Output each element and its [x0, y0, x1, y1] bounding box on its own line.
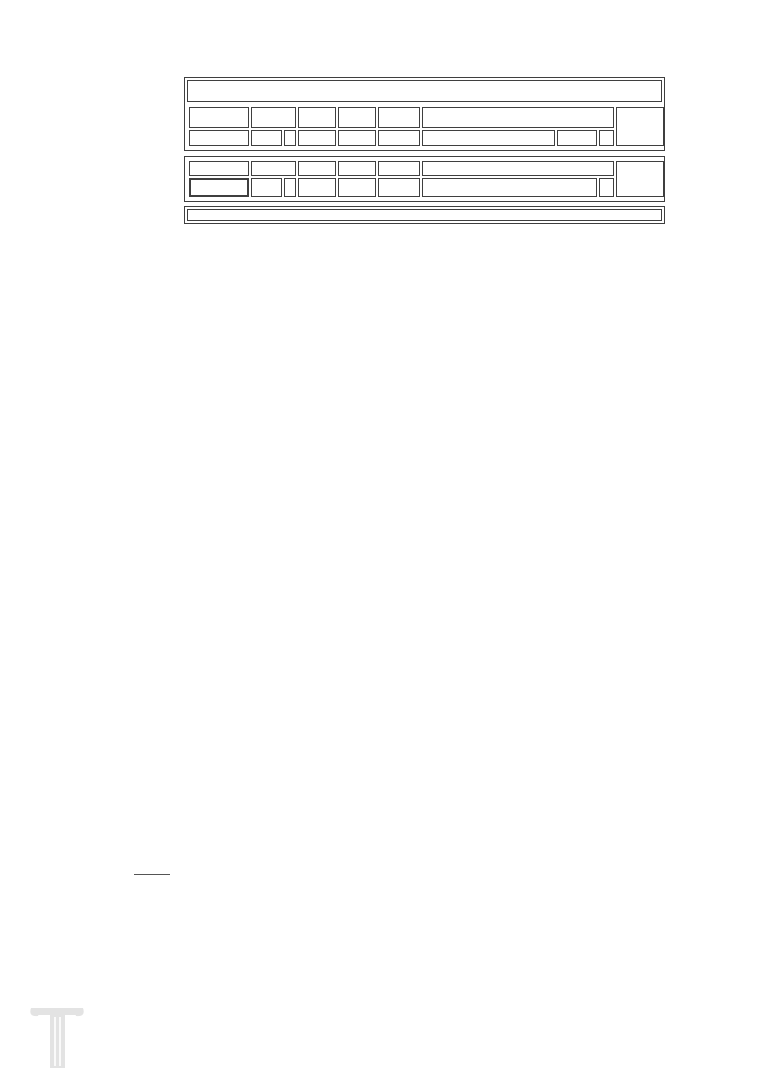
summary-store-area: [251, 178, 282, 197]
header-parking-clear: [338, 107, 376, 128]
summary-res-unit: [599, 178, 614, 197]
sub-stair-area: [378, 130, 420, 146]
summary-value-row: [189, 178, 664, 197]
notes: [187, 209, 662, 221]
header-stairs: [378, 107, 420, 128]
sub-store-unit: [284, 130, 296, 146]
header-group-row: [189, 107, 664, 128]
summary-header-row: [189, 161, 664, 176]
summary-parking-block: [298, 178, 336, 197]
sub-pclear-count: [338, 130, 376, 146]
summary-grand-total: [189, 178, 249, 197]
sub-store-area: [251, 130, 282, 146]
title-box: [187, 80, 662, 102]
summary-frame: [184, 156, 665, 202]
header-corner: [616, 107, 664, 146]
summary-res-header: [422, 161, 614, 176]
summary-pblock-header: [298, 161, 336, 176]
header-residential: [422, 107, 614, 128]
summary-stair-header: [378, 161, 420, 176]
summary-stair: [378, 178, 420, 197]
header-parking-block: [298, 107, 336, 128]
column-icon: [28, 998, 86, 1070]
logo: [28, 998, 80, 1070]
summary-store-header: [251, 161, 296, 176]
summary-res-area: [422, 178, 597, 197]
sub-res-unit: [599, 130, 614, 146]
header-floor-total: [189, 107, 249, 128]
main-table-frame: [184, 77, 665, 151]
area-table: [187, 105, 666, 148]
summary-store-unit: [284, 178, 296, 197]
summary-total-header: [189, 161, 249, 176]
header-sub-row: [189, 130, 664, 146]
drawing-sheet: [184, 77, 665, 224]
summary-pclear-header: [338, 161, 376, 176]
summary-label: [616, 161, 664, 197]
console-sum-line: [134, 874, 170, 875]
sub-res-area: [557, 130, 597, 146]
summary-parking-clear: [338, 178, 376, 197]
notes-frame: [184, 206, 665, 224]
summary-table: [187, 159, 666, 199]
header-storage: [251, 107, 296, 128]
sub-pblock-count: [298, 130, 336, 146]
sub-res-units-area: [422, 130, 555, 146]
sub-floor-total-area: [189, 130, 249, 146]
